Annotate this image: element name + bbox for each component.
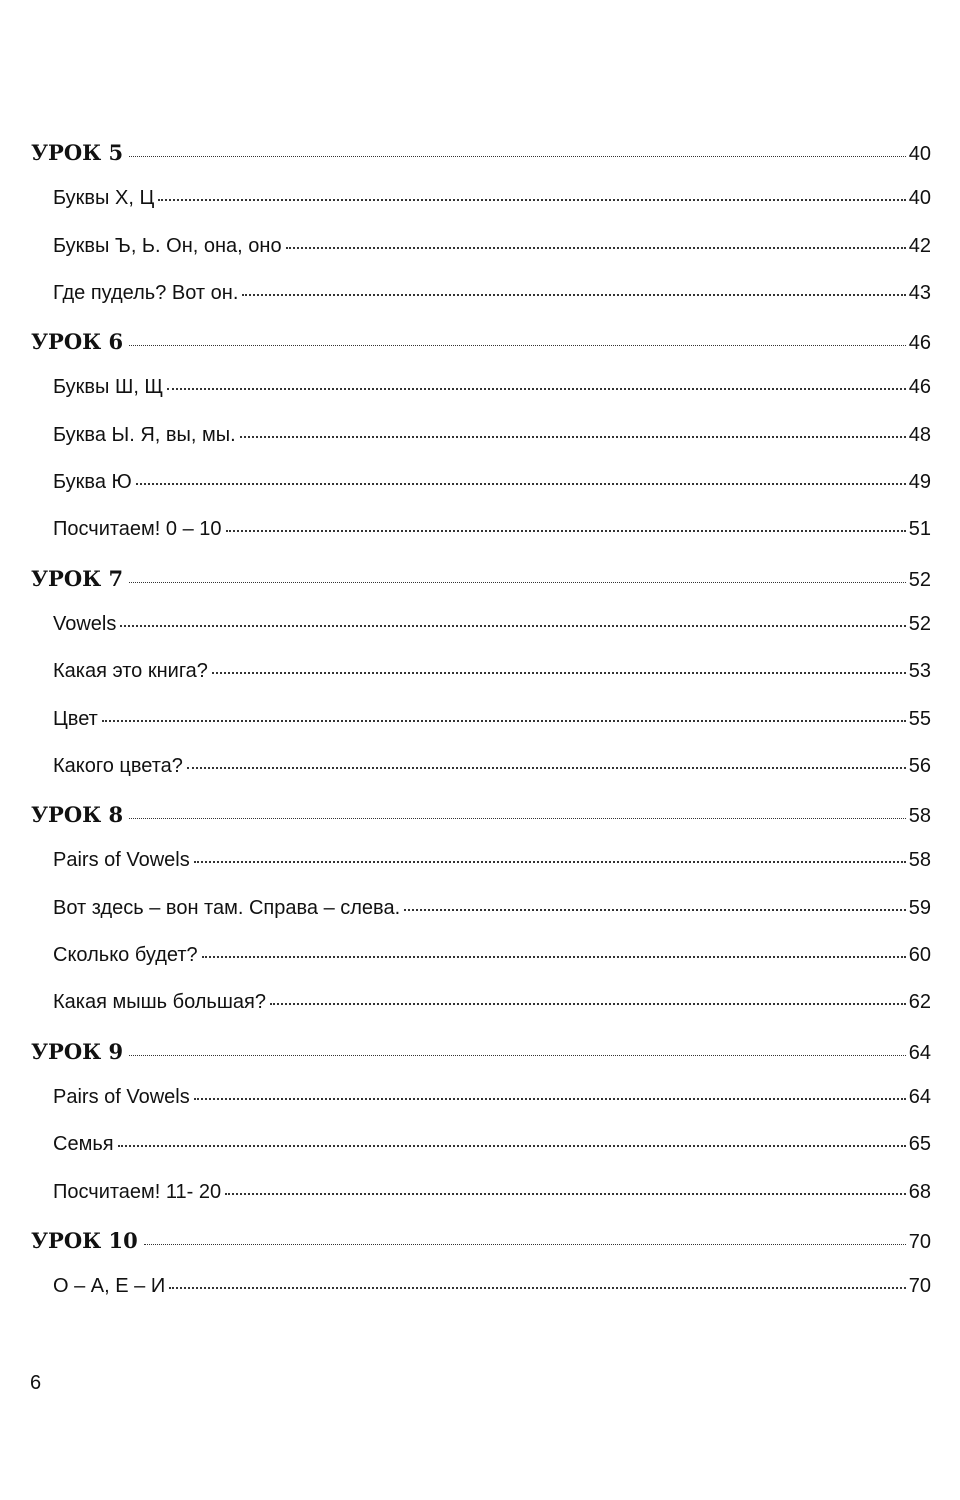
toc-entry-title: УРОК 10 [31,1227,138,1253]
toc-entry-title: Буквы Ш, Щ [53,376,164,399]
toc-lesson-heading [31,329,931,376]
toc-entry [31,991,931,1038]
table-of-contents [31,140,931,1322]
toc-entry-page: 59 [908,896,931,919]
page-number: 6 [30,1372,42,1394]
dot-leader [270,1003,906,1005]
toc-entry-page: 70 [908,1230,931,1253]
toc-entry [31,897,931,944]
dot-leader [212,672,906,674]
toc-entry [31,708,931,755]
toc-entry-page: 70 [908,1275,931,1298]
toc-entry-page: 43 [908,281,931,304]
toc-entry-title: Вот здесь – вон там. Справа – слева. [53,896,401,919]
dot-leader [187,767,906,769]
dot-leader [144,1244,906,1245]
toc-entry [31,849,931,896]
toc-entry [31,1275,931,1322]
dot-leader [120,625,905,627]
toc-entry-title: Цвет [53,707,98,730]
toc-entry-page: 40 [908,143,931,165]
toc-entry-page: 68 [908,1180,931,1203]
toc-entry-title: О – А, Е – И [53,1275,166,1298]
toc-entry-title: Сколько будет? [53,944,198,967]
toc-entry-page: 65 [908,1133,931,1156]
toc-entry-title: Буква Ю [53,471,132,494]
dot-leader [167,388,906,390]
toc-entry-page: 48 [908,423,931,446]
toc-entry-title: Семья [53,1133,114,1156]
toc-entry-page: 56 [908,754,931,777]
toc-entry-title: Посчитаем! 11- 20 [53,1180,222,1203]
toc-lesson-heading [31,566,931,613]
dot-leader [202,956,906,958]
toc-entry [31,187,931,234]
dot-leader [129,345,906,346]
toc-entry-page: 52 [908,568,931,591]
dot-leader [129,582,906,583]
toc-entry-title: Какого цвета? [53,754,183,777]
dot-leader [225,1193,906,1195]
toc-entry [31,518,931,565]
toc-entry [31,613,931,660]
dot-leader [129,156,906,157]
toc-entry-title: Vowels [53,612,117,635]
toc-entry-page: 55 [908,707,931,730]
dot-leader [194,1098,906,1100]
toc-entry [31,660,931,707]
toc-lesson-heading [31,1228,931,1275]
toc-entry-title: УРОК 5 [31,140,124,165]
dot-leader [158,199,906,201]
dot-leader [226,530,906,532]
dot-leader [242,294,905,296]
dot-leader [102,720,906,722]
toc-entry [31,424,931,471]
toc-entry-title: УРОК 7 [31,565,124,591]
toc-entry [31,944,931,991]
toc-entry-page: 46 [908,376,931,399]
dot-leader [129,818,906,819]
toc-entry-title: Какая это книга? [53,660,208,683]
toc-entry-title: Pairs of Vowels [53,1085,190,1108]
toc-lesson-heading [31,802,931,849]
toc-entry [31,376,931,423]
dot-leader [404,909,906,911]
toc-entry-title: УРОК 8 [31,802,124,828]
toc-entry-page: 51 [908,518,931,541]
dot-leader [286,247,906,249]
toc-entry-title: Буквы Х, Ц [53,187,155,210]
toc-entry-page: 64 [908,1085,931,1108]
dot-leader [136,483,906,485]
toc-entry-page: 40 [908,187,931,210]
dot-leader [240,436,906,438]
toc-entry-page: 58 [908,849,931,872]
toc-entry-title: Где пудель? Вот он. [53,281,239,304]
toc-entry-page: 42 [908,234,931,257]
toc-entry-page: 49 [908,471,931,494]
toc-entry-title: УРОК 6 [31,329,124,355]
toc-entry-page: 60 [908,944,931,967]
toc-entry [31,1181,931,1228]
toc-entry-title: Буквы Ъ, Ь. Он, она, оно [53,234,282,257]
toc-entry-title: Посчитаем! 0 – 10 [53,518,222,541]
dot-leader [118,1145,906,1147]
toc-entry [31,235,931,282]
toc-entry [31,1133,931,1180]
toc-lesson-heading [31,140,931,187]
toc-entry-title: Буква Ы. Я, вы, мы. [53,423,236,446]
toc-entry-page: 46 [908,332,931,355]
toc-entry-page: 53 [908,660,931,683]
toc-entry [31,1086,931,1133]
toc-entry-page: 52 [908,612,931,635]
toc-entry-page: 62 [908,991,931,1014]
toc-entry-title: Какая мышь большая? [53,991,266,1014]
toc-entry-page: 58 [908,805,931,828]
toc-entry [31,282,931,329]
toc-entry-page: 64 [908,1041,931,1064]
dot-leader [129,1055,906,1056]
dot-leader [169,1287,906,1289]
toc-lesson-heading [31,1039,931,1086]
toc-entry [31,471,931,518]
toc-entry-title: Pairs of Vowels [53,849,190,872]
dot-leader [194,861,906,863]
toc-entry [31,755,931,802]
toc-entry-title: УРОК 9 [31,1038,124,1064]
